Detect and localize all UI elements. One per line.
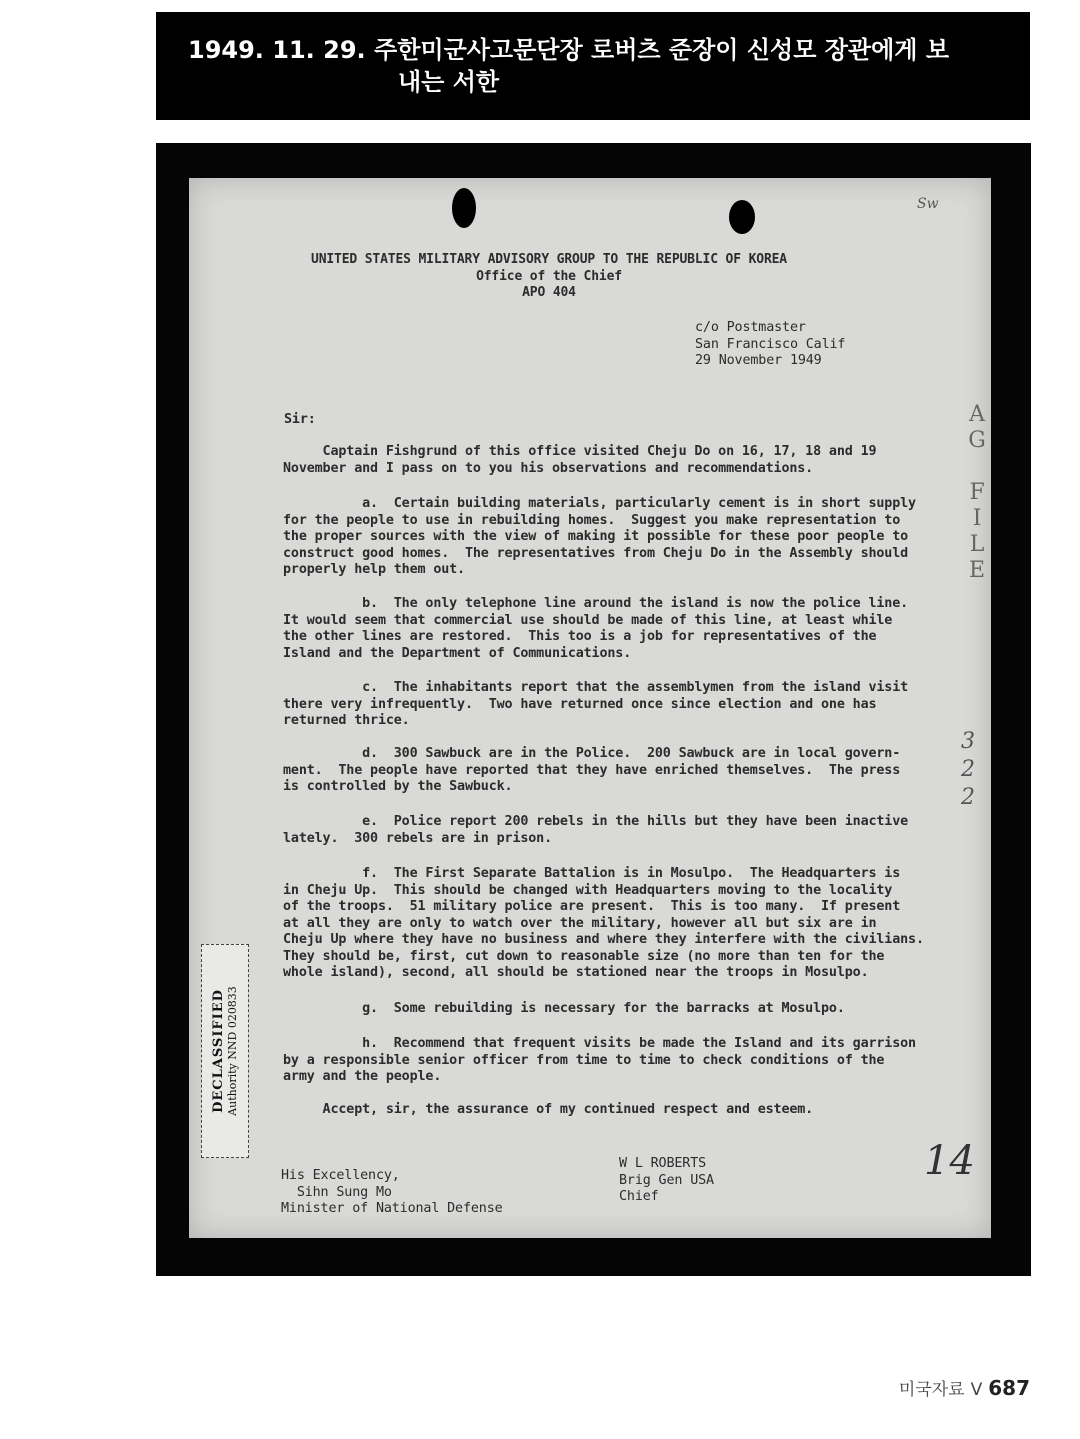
paragraph-c: c. The inhabitants report that the assemblymen from the island visit there very infrequently. Two have returned once since election and one has returned thrice. xyxy=(283,680,909,728)
paragraph-d: d. 300 Sawbuck are in the Police. 200 Sawbuck are in local govern- ment. The people have reported that they have enriched themselves. The press is controlled by the Sawbuck. xyxy=(283,746,901,794)
paragraph-a: a. Certain building materials, particularly cement is in short supply for the people to use in rebuilding homes. Suggest you make representation to the proper sources with the view of making it possible for these poor people to construct good homes. The representatives from Cheju Do in the Assembly should properly help them out. xyxy=(283,496,916,577)
document-photo xyxy=(156,143,1031,1276)
recipient-block: His Excellency, Sihn Sung Mo Minister of National Defense xyxy=(281,1168,503,1216)
handwritten-page-number: 14 xyxy=(924,1138,975,1184)
declassified-stamp xyxy=(201,944,249,1158)
punch-hole xyxy=(729,200,755,234)
handwritten-file-number: 3 2 2 xyxy=(961,729,975,810)
page-title-bar xyxy=(156,12,1030,120)
page-title-line-1: 1949. 11. 29. 주한미군사고문단장 로버츠 준장이 신성모 장관에게 보 xyxy=(188,36,950,64)
paragraph-f: f. The First Separate Battalion is in Mosulpo. The Headquarters is in Cheju Up. This should be changed with Headquarters moving to the locality of the troops. 51 military police are present. This is too many. If present at all they are only to watch over the military, however all but six are in Cheju Up where they have no business and where they interfere with the civilians. They should be, first, cut down to reasonable size (no more than ten for the whole island), second, all should be stationed near the troops in Mosulpo. xyxy=(283,866,924,980)
paragraph-g: g. Some rebuilding is necessary for the barracks at Mosulpo. xyxy=(283,1001,845,1016)
salutation: Sir: xyxy=(284,412,316,427)
ag-file-letters: A G F I L E xyxy=(968,402,986,583)
stamp-authority: Authority NND 020833 xyxy=(226,986,239,1116)
stamp-title: DECLASSIFIED xyxy=(211,989,226,1113)
paragraph-e: e. Police report 200 rebels in the hills but they have been inactive lately. 300 rebels are in prison. xyxy=(283,814,909,846)
page-title-line-2: 내는 서한 xyxy=(398,68,500,96)
intro-paragraph: Captain Fishgrund of this office visited Cheju Do on 16, 17, 18 and 19 November and I pass on to you his observations and recommendations. xyxy=(283,444,877,476)
footer-section-label: 미국자료 xyxy=(898,1380,965,1400)
address-block: c/o Postmaster San Francisco Calif 29 November 1949 xyxy=(695,320,846,368)
page-footer xyxy=(899,1375,1030,1400)
letter-sheet xyxy=(189,178,991,1238)
footer-page-number: 687 xyxy=(988,1376,1030,1400)
paragraph-b: b. The only telephone line around the island is now the police line. It would seem that commercial use should be made of this line, at least while the other lines are restored. This too is a job for representatives of the Island and the Department of Communications. xyxy=(283,596,909,661)
footer-separator: V xyxy=(970,1380,983,1400)
handwritten-initials: Sw xyxy=(917,196,939,212)
signature-block: W L ROBERTS Brig Gen USA Chief xyxy=(619,1156,714,1204)
punch-hole xyxy=(452,188,476,228)
letterhead: UNITED STATES MILITARY ADVISORY GROUP TO THE REPUBLIC OF KOREA Office of the Chief APO 404 xyxy=(311,252,787,300)
paragraph-h: h. Recommend that frequent visits be made the Island and its garrison by a responsible senior officer from time to time to check conditions of the army and the people. xyxy=(283,1036,916,1084)
ag-file-stamp xyxy=(965,402,989,584)
closing-line: Accept, sir, the assurance of my continued respect and esteem. xyxy=(283,1102,814,1117)
